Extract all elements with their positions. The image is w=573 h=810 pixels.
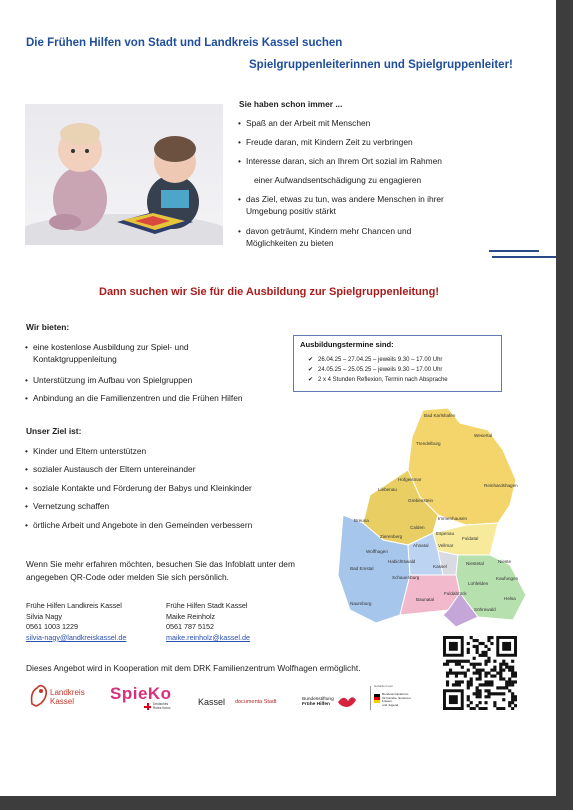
crest-icon: [28, 682, 50, 708]
spieko-logo-text: SpieKo: [110, 684, 172, 703]
goal-item: • soziale Kontakte und Förderung der Babys und Kleinkinder: [25, 483, 252, 493]
map-label: Baunatal: [416, 597, 435, 602]
goal-item: • Kinder und Eltern unterstützen: [25, 446, 147, 456]
map-label: Wesertal: [474, 433, 493, 438]
map-label: Espenau: [436, 531, 455, 536]
goal-item: • Vernetzung schaffen: [25, 501, 110, 511]
babies-photo: [25, 104, 223, 245]
intro-title: Sie haben schon immer ...: [239, 99, 343, 109]
more-info-line-2: angegeben QR-Code oder melden Sie sich persönlich.: [26, 572, 229, 582]
map-label: Schauenburg: [392, 575, 420, 580]
contact-name: Silvia Nagy: [26, 611, 62, 621]
heading-line-1: Die Frühen Hilfen von Stadt und Landkreis Kassel suchen: [26, 37, 343, 49]
intro-item: • Spaß an der Arbeit mit Menschen: [238, 118, 371, 128]
landkreis-logo-text: Landkreis Kassel: [50, 688, 85, 706]
heart-swoosh-icon: [336, 694, 358, 708]
intro-item-continued: Möglichkeiten zu bieten: [246, 238, 334, 248]
map-label: Kassel: [433, 564, 447, 569]
map-label: Immenhausen: [438, 516, 468, 521]
offer-item-continued: Kontaktgruppenleitung: [33, 354, 117, 364]
intro-item: • Interesse daran, sich an Ihrem Ort sozial im Rahmen: [238, 156, 442, 166]
federal-flag-icon: [374, 694, 380, 703]
contact-org: Frühe Hilfen Landkreis Kassel: [26, 601, 122, 610]
drk-logo-text: Deutsches Rotes Kreuz: [153, 702, 171, 710]
decor-line: [492, 256, 556, 258]
intro-item-continued: einer Aufwandsentschädigung zu engagieren: [254, 175, 422, 185]
map-label: Habichtswald: [388, 559, 416, 564]
documenta-stadt-logo: documenta Stadt: [235, 699, 277, 705]
goal-title: Unser Ziel ist:: [26, 426, 82, 436]
offer-item: • eine kostenlose Ausbildung zur Spiel- und: [25, 342, 189, 352]
more-info-line-1: Wenn Sie mehr erfahren möchten, besuchen Sie das Infoblatt unter dem: [26, 559, 295, 569]
bmfsfj-logo: [370, 683, 416, 711]
intro-item-continued: Umgebung positiv stärkt: [246, 206, 336, 216]
map-label: Trendelburg: [416, 441, 441, 446]
map-label: Ahnatal: [413, 543, 429, 548]
qr-pattern: [443, 636, 517, 710]
map-label: Fuldabrück: [444, 591, 467, 596]
bundesstiftung-logo-line1: Bundesstiftung: [302, 697, 334, 702]
decor-line: [489, 250, 539, 252]
map-label: Hofgeismar: [398, 477, 422, 482]
qr-code[interactable]: [443, 636, 517, 710]
heading-line-2: Spielgruppenleiterinnen und Spielgruppenleiter!: [249, 59, 513, 71]
goal-item: • örtliche Arbeit und Angebote in den Gemeinden verbessern: [25, 520, 253, 530]
contact-email-link[interactable]: silvia-nagy@landkreiskassel.de: [26, 632, 127, 642]
map-label: Kaufungen: [496, 576, 519, 581]
training-dates-box: [293, 335, 502, 392]
map-label: Reinhardshagen: [484, 483, 518, 488]
map-label: Liebenau: [378, 487, 397, 492]
map-label: Zierenberg: [380, 534, 403, 539]
offer-item: • Anbindung an die Familienzentren und die Frühen Hilfen: [25, 393, 243, 403]
viewer-edge-right: [556, 0, 573, 810]
red-cross-icon: [144, 703, 151, 710]
map-label: Helsa: [504, 596, 516, 601]
ministry-funded-by: Gefördert vom: [374, 684, 394, 688]
contact-phone: 0561 1003 1229: [26, 622, 78, 632]
check-icon: ✔: [308, 357, 314, 363]
map-label: Nieste: [498, 559, 512, 564]
contact-landkreis: [26, 601, 126, 643]
intro-item: • Freude daran, mit Kindern Zeit zu verbringen: [238, 137, 413, 147]
callout-heading: Dann suchen wir Sie für die Ausbildung zur Spielgruppenleitung!: [99, 286, 439, 298]
map-label: Calden: [410, 525, 425, 530]
offer-title: Wir bieten:: [26, 322, 70, 332]
map-label: Söhrewald: [474, 607, 496, 612]
contact-stadt: [166, 601, 250, 643]
contact-email-link[interactable]: maike.reinholz@kassel.de: [166, 632, 251, 642]
date-item: ✔ 24.05.25 – 25.05.25 – jeweils 9.30 – 17.00 Uhr: [308, 367, 443, 373]
map-label: Bad Karlshafen: [424, 413, 456, 418]
map-label: Wolfhagen: [366, 549, 388, 554]
dates-title: Ausbildungstermine sind:: [300, 340, 394, 349]
contact-org: Frühe Hilfen Stadt Kassel: [166, 601, 248, 610]
intro-item: • das Ziel, etwas zu tun, was andere Menschen in ihrer: [238, 194, 444, 204]
district-map: [338, 405, 528, 635]
map-label: Niestetal: [466, 561, 484, 566]
goal-item: • sozialer Austausch der Eltern untereinander: [25, 464, 196, 474]
map-label: Naumburg: [350, 601, 372, 606]
bundesstiftung-logo: [302, 697, 334, 708]
stadt-kassel-logo: Kassel: [198, 697, 226, 707]
offer-item: • Unterstützung im Aufbau von Spielgruppen: [25, 375, 193, 385]
contact-name: Maike Reinholz: [166, 611, 216, 621]
cooperation-note: Dieses Angebot wird in Kooperation mit dem DRK Familienzentrum Wolfhagen ermöglicht.: [26, 663, 361, 673]
date-item: ✔ 26.04.25 – 27.04.25 – jeweils 9.30 – 17.00 Uhr: [308, 357, 443, 363]
landkreis-kassel-logo: [28, 682, 98, 710]
intro-item: • davon geträumt, Kindern mehr Chancen und: [238, 226, 412, 236]
check-icon: ✔: [308, 377, 314, 383]
map-label: Lohfelden: [468, 581, 489, 586]
ministry-name: Bundesministerium für Familie, Senioren, Frauen und Jugend: [382, 692, 412, 707]
map-label: Vellmar: [438, 543, 454, 548]
date-item: ✔ 2 x 4 Stunden Reflexion, Termin nach Absprache: [308, 377, 448, 383]
spieko-logo: [110, 684, 180, 712]
check-icon: ✔: [308, 367, 314, 373]
map-label: Bad Emstal: [350, 566, 374, 571]
map-label: Fuldatal: [462, 536, 479, 541]
map-label: Breuna: [354, 518, 369, 523]
bundesstiftung-logo-line2: Frühe Hilfen: [302, 702, 330, 708]
map-label: Grebenstein: [408, 498, 434, 503]
viewer-edge-bottom: [0, 796, 573, 810]
contact-phone: 0561 787 5152: [166, 622, 214, 632]
